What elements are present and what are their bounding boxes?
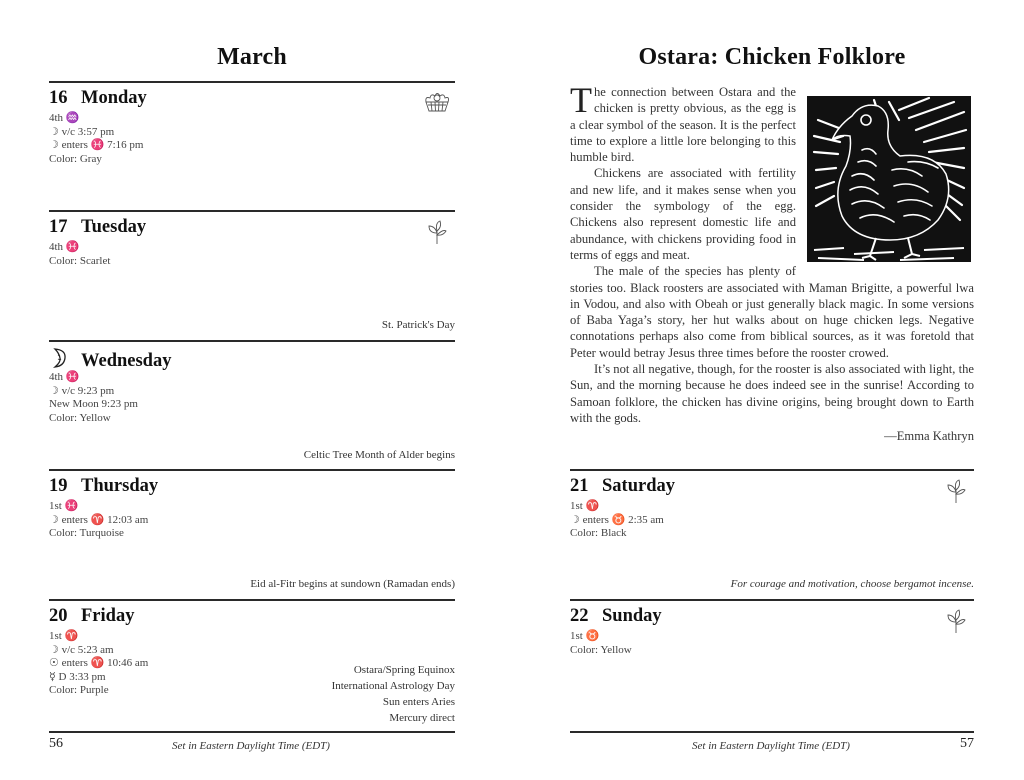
- author-signature: —Emma Kathryn: [884, 429, 974, 444]
- page-number: 56: [49, 736, 63, 751]
- event: Ostara/Spring Equinox: [353, 664, 455, 676]
- new-moon-icon: [49, 347, 77, 372]
- left-page: [49, 0, 455, 780]
- page-title: Ostara: Chicken Folklore: [638, 44, 906, 70]
- moon-enters: ☽ enters ♈ 12:03 am: [49, 513, 149, 526]
- astro-details: [49, 500, 148, 541]
- day-heading: [49, 217, 146, 238]
- day-entry-17: [49, 211, 455, 339]
- astro-details: [49, 112, 143, 166]
- sprout-icon: [423, 219, 451, 245]
- events: [332, 662, 455, 726]
- weekday: Friday: [81, 606, 135, 626]
- event: Celtic Tree Month of Alder begins: [303, 449, 455, 461]
- new-moon-time: New Moon 9:23 pm: [49, 398, 138, 411]
- moon-phase: 4th ♓: [49, 241, 80, 253]
- article-paragraph: The male of the species has plenty of stories too. Black roosters are associated with Maman Brigitte, a powerful lwa in Vodou, and also with Obeah or just generally black magic. In some versions of Baba Yaga’s story, her hut walks about on huge chicken legs. Negative connotations perhaps also come from biblical sources, as it was foretold that Peter would betray Jesus three times before the rooster crowed.: [570, 264, 974, 360]
- events: [382, 317, 455, 333]
- article-paragraph: Chickens are associated with fertility and new life, and it makes sense when you consider the symbology of the egg. Chickens also represent domestic life and abundance, with chickens providing food in terms of eggs and meat.: [570, 166, 796, 262]
- void-of-course: ☽ v/c 5:23 am: [49, 643, 114, 656]
- event: Mercury direct: [389, 712, 455, 724]
- drop-cap: T: [570, 80, 592, 120]
- day-number: 19: [49, 476, 68, 496]
- events: [731, 576, 974, 592]
- moon-enters: ☽ enters ♉ 2:35 am: [570, 513, 664, 526]
- day-number: 20: [49, 606, 68, 626]
- cauldron-icon: [423, 90, 451, 116]
- day-number: 22: [570, 606, 589, 626]
- article: [570, 80, 974, 445]
- moon-phase: 1st ♓: [49, 500, 79, 512]
- astro-details: [49, 630, 148, 698]
- moon-phase: 1st ♈: [49, 630, 79, 642]
- day-entry-19: [49, 470, 455, 598]
- event: St. Patrick's Day: [381, 319, 455, 331]
- day-heading: [49, 476, 158, 497]
- void-of-course: ☽ v/c 3:57 pm: [49, 125, 115, 138]
- day-color: Color: Yellow: [570, 643, 632, 656]
- sun-enters: ☉ enters ♈ 10:46 am: [49, 657, 149, 670]
- day-entry-21: [570, 470, 974, 598]
- moon-phase: 4th ♒: [49, 112, 80, 124]
- day-heading: [570, 476, 675, 497]
- event: Sun enters Aries: [382, 696, 455, 708]
- moon-phase: 1st ♈: [570, 500, 600, 512]
- events: [304, 447, 455, 463]
- right-page: [570, 0, 974, 780]
- day-heading: [49, 347, 171, 372]
- page-title: March: [217, 44, 287, 70]
- day-entry-22: [570, 600, 974, 730]
- day-heading: [570, 606, 662, 627]
- weekday: Tuesday: [81, 217, 147, 237]
- events: [250, 576, 455, 592]
- day-color: Color: Black: [570, 527, 627, 540]
- sprout-icon: [942, 478, 970, 504]
- astro-details: [49, 241, 110, 268]
- day-color: Color: Scarlet: [49, 254, 111, 267]
- day-color: Color: Gray: [49, 152, 102, 165]
- weekday: Wednesday: [81, 351, 172, 371]
- weekday: Thursday: [81, 476, 159, 496]
- day-number: 16: [49, 88, 68, 108]
- page-number: 57: [960, 736, 974, 751]
- day-color: Color: Turquoise: [49, 527, 124, 540]
- divider: [570, 731, 974, 733]
- day-entry-16: [49, 82, 455, 210]
- astro-details: [49, 371, 138, 425]
- weekday: Monday: [81, 88, 147, 108]
- day-number: 21: [570, 476, 589, 496]
- divider: [49, 731, 455, 733]
- day-heading: [49, 88, 147, 109]
- day-entry-18: [49, 341, 455, 469]
- mercury-direct: ☿ D 3:33 pm: [49, 670, 106, 683]
- timezone-note: Set in Eastern Daylight Time (EDT): [172, 740, 330, 752]
- moon-phase: 1st ♉: [570, 630, 600, 642]
- day-heading: [49, 606, 134, 627]
- article-paragraph: It’s not all negative, though, for the rooster is also associated with light, the Sun, and the morning because he does indeed see in the sunrise! According to Samoan folklore, the chicken has divine origins, being brought down to Earth with the gods.: [570, 362, 974, 425]
- timezone-note: Set in Eastern Daylight Time (EDT): [692, 740, 850, 752]
- weekday: Saturday: [602, 476, 675, 496]
- chicken-woodcut-illustration: [804, 90, 974, 268]
- day-color: Color: Purple: [49, 684, 109, 697]
- day-entry-20: [49, 600, 455, 730]
- void-of-course: ☽ v/c 9:23 pm: [49, 384, 115, 397]
- moon-enters: ☽ enters ♓ 7:16 pm: [49, 139, 144, 152]
- weekday: Sunday: [602, 606, 662, 626]
- astro-details: [570, 500, 664, 541]
- day-number: 17: [49, 217, 68, 237]
- day-color: Color: Yellow: [49, 411, 111, 424]
- event: Eid al-Fitr begins at sundown (Ramadan ends): [250, 578, 455, 590]
- sprout-icon: [942, 608, 970, 634]
- event: International Astrology Day: [331, 680, 455, 692]
- incense-tip: For courage and motivation, choose bergamot incense.: [730, 578, 974, 590]
- astro-details: [570, 630, 632, 657]
- paragraph-text: he connection between Ostara and the chicken is pretty obvious, as the egg is a clear symbol of the season. It is the perfect time to explore a little lore belonging to this humble bird.: [570, 85, 796, 165]
- moon-phase: 4th ♓: [49, 371, 80, 383]
